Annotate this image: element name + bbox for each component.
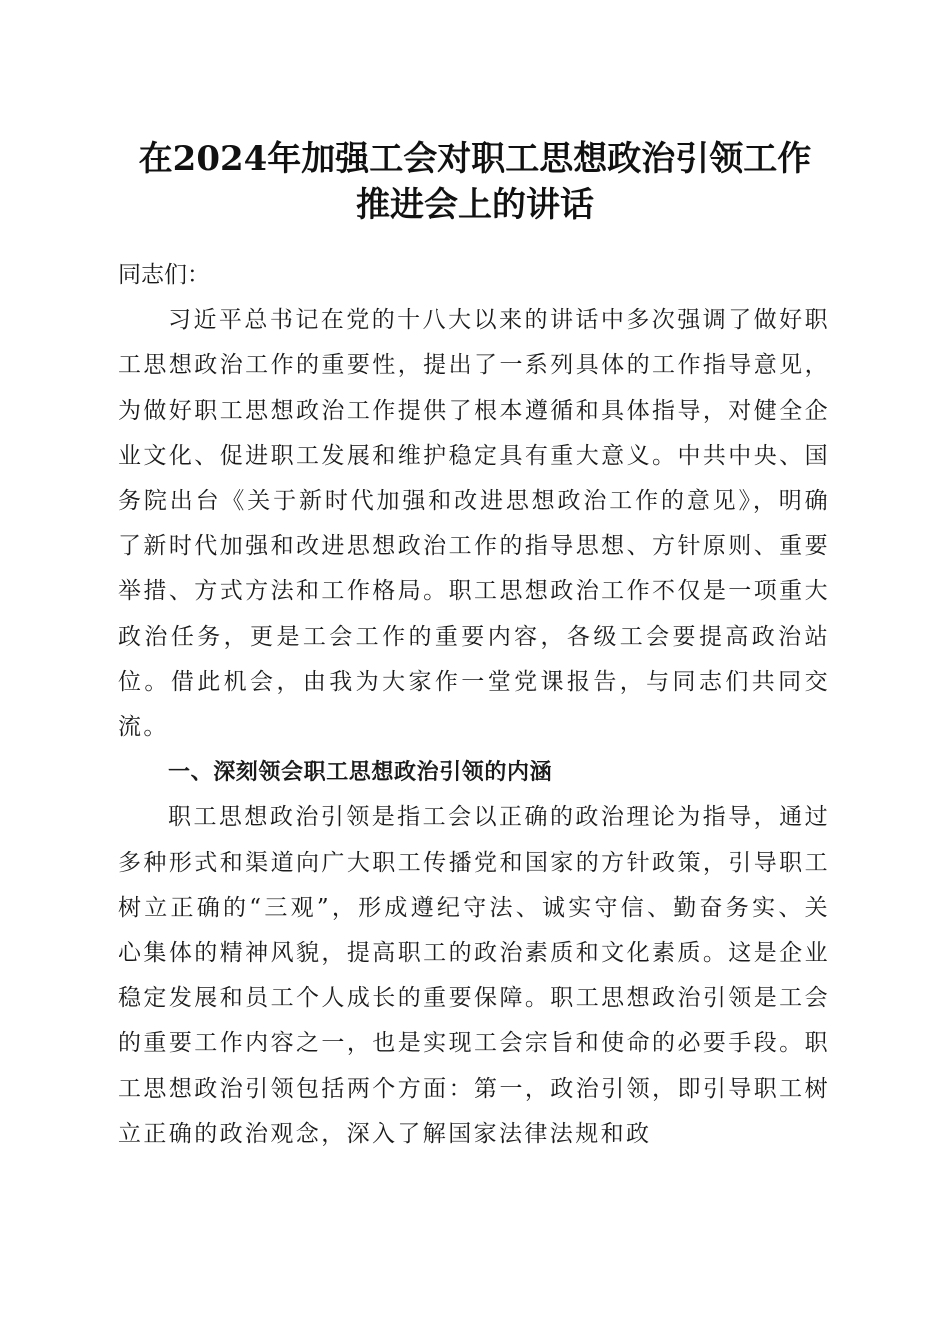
paragraph-intro: 习近平总书记在党的十八大以来的讲话中多次强调了做好职工思想政治工作的重要性，提出了一系列具体的工作指导意见，为做好职工思想政治工作提供了根本遵循和具体指导，对健全企业文化、促进职工发展和维护稳定具有重大意义。中共中央、国务院出台《关于新时代加强和改进思想政治工作的意见》，明确了新时代加强和改进思想政治工作的指导思想、方针原则、重要举措、方式方法和工作格局。职工思想政治工作不仅是一项重大政治任务，更是工会工作的重要内容，各级工会要提高政治站位。借此机会，由我为大家作一堂党课报告，与同志们共同交流。 [118,307,830,741]
section-heading-1: 一、深刻领会职工思想政治引领的内涵 [168,760,553,786]
document-body [118,253,830,1157]
title-line-1: 在2024年加强工会对职工思想政治引领工作 [138,139,812,179]
paragraph-section-1: 职工思想政治引领是指工会以正确的政治理论为指导，通过多种形式和渠道向广大职工传播党和国家的方针政策，引导职工树立正确的“三观”，形成遵纪守法、诚实守信、勤奋务实、关心集体的精神风貌，提高职工的政治素质和文化素质。这是企业稳定发展和员工个人成长的重要保障。职工思想政治引领是工会的重要工作内容之一，也是实现工会宗旨和使命的必要手段。职工思想政治引领包括两个方面：第一，政治引领，即引导职工树立正确的政治观念，深入了解国家法律法规和政 [118,804,830,1147]
document-title [110,136,840,228]
salutation: 同志们： [118,262,210,288]
title-line-2: 推进会上的讲话 [356,185,594,225]
